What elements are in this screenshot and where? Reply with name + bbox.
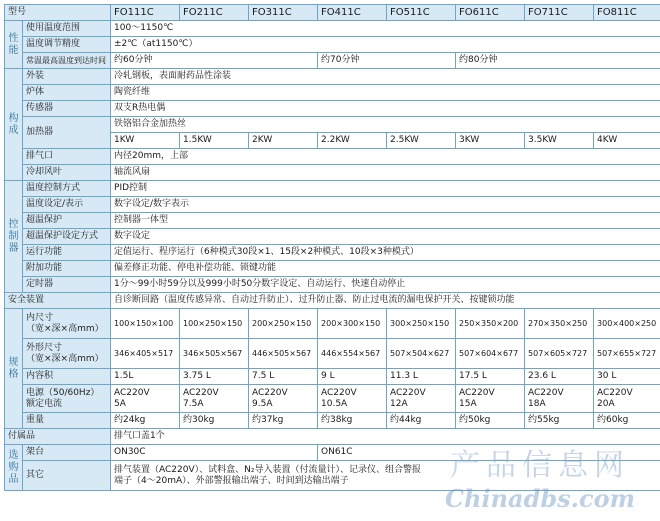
row-value: 偏差修正功能、停电补偿功能、锁键功能 [111, 261, 660, 277]
outer-size-sub: （宽×深×高mm） [26, 353, 104, 364]
category-options: 选购品 [5, 445, 23, 491]
current: 18A [528, 398, 546, 409]
current: 5A [114, 398, 126, 409]
row-label: 外装 [23, 69, 111, 85]
heater-power: 3KW [456, 133, 525, 149]
model-name: FO511C [387, 5, 456, 21]
current-label: 额定电流 [26, 398, 63, 409]
category-structure: 构成 [5, 69, 23, 181]
capacity-value: 3.75 L [180, 369, 249, 385]
outer-size-value: 507×655×727 [594, 339, 660, 369]
row-label: 传感器 [23, 101, 111, 117]
row-label: 附加功能 [23, 261, 111, 277]
row-value: 控制器一体型 [111, 213, 660, 229]
current: 20A [597, 398, 615, 409]
row-value: 双支R热电偶 [111, 101, 660, 117]
outer-size-value: 446×554×567 [318, 339, 387, 369]
weight-value: 约50kg [456, 413, 525, 429]
voltage: AC220V [390, 388, 426, 399]
outer-size-value: 346×405×517 [111, 339, 180, 369]
category-performance: 性能 [5, 21, 23, 69]
current: 9.5A [252, 398, 273, 409]
power-label: 电源（50/60Hz） [26, 388, 100, 399]
heater-power: 3.5KW [525, 133, 594, 149]
row-value: 冷轧钢板，表面耐药品性涂装 [111, 69, 660, 85]
capacity-value: 30 L [594, 369, 660, 385]
spec-table [4, 4, 660, 491]
row-label [23, 339, 111, 369]
inner-size-value: 100×150×100 [111, 309, 180, 339]
row-label: 超温保护 [23, 213, 111, 229]
power-value [594, 385, 660, 413]
model-name: FO611C [456, 5, 525, 21]
capacity-value: 23.6 L [525, 369, 594, 385]
weight-value: 约24kg [111, 413, 180, 429]
row-value: 1分～99小时59分以及999小时50分数字设定、自动运行、快速自动停止 [111, 277, 660, 293]
voltage: AC220V [321, 388, 357, 399]
others-line: 端子（4～20mA）、外部警报输出端子、时间到达输出端子 [114, 475, 349, 486]
header-row [5, 5, 660, 21]
row-value: 约80分钟 [456, 53, 660, 69]
power-value [387, 385, 456, 413]
outer-size-value: 507×604×677 [456, 339, 525, 369]
row-label [23, 309, 111, 339]
row-label: 冷却风叶 [23, 165, 111, 181]
capacity-value: 9 L [318, 369, 387, 385]
weight-value: 约30kg [180, 413, 249, 429]
model-name: FO211C [180, 5, 249, 21]
heater-power: 2KW [249, 133, 318, 149]
row-value: 陶瓷纤维 [111, 85, 660, 101]
inner-size-value: 250×350×200 [456, 309, 525, 339]
weight-value: 约55kg [525, 413, 594, 429]
outer-size-value: 507×504×627 [387, 339, 456, 369]
capacity-value: 1.5L [111, 369, 180, 385]
row-value: ±2℃（at1150℃） [111, 37, 660, 53]
row-value: 内径20mm，上部 [111, 149, 660, 165]
row-value: PID控制 [111, 181, 660, 197]
row-value: ON30C [111, 445, 318, 461]
row-label: 超温保护设定方式 [23, 229, 111, 245]
voltage: AC220V [597, 388, 633, 399]
power-value [180, 385, 249, 413]
row-value: 自诊断回路（温度传感异常、自动过升防止）、过升防止器、防止过电流的漏电保护开关、按键锁功能 [111, 293, 660, 309]
current: 12A [390, 398, 408, 409]
model-name: FO311C [249, 5, 318, 21]
voltage: AC220V [528, 388, 564, 399]
row-value: 数字设定 [111, 229, 660, 245]
row-value: 约70分钟 [318, 53, 456, 69]
power-value [525, 385, 594, 413]
row-label: 加热器 [23, 117, 111, 149]
current: 7.5A [183, 398, 204, 409]
model-name: FO411C [318, 5, 387, 21]
heater-power: 1KW [111, 133, 180, 149]
category-accessory: 付属品 [5, 429, 111, 445]
row-label: 使用温度范围 [23, 21, 111, 37]
row-value: 数字设定/数字表示 [111, 197, 660, 213]
row-value: 铁铬铝合金加热丝 [111, 117, 660, 133]
heater-power: 1.5KW [180, 133, 249, 149]
capacity-value: 17.5 L [456, 369, 525, 385]
capacity-value: 11.3 L [387, 369, 456, 385]
row-label: 架台 [23, 445, 111, 461]
row-label: 排气口 [23, 149, 111, 165]
row-value: 轴流风扇 [111, 165, 660, 181]
inner-size-label: 内尺寸 [26, 313, 54, 324]
inner-size-value: 200×250×150 [249, 309, 318, 339]
row-value [111, 461, 660, 491]
outer-size-label: 外形尺寸 [26, 343, 63, 354]
inner-size-sub: （宽×深×高mm） [26, 323, 104, 334]
watermark-en: Chinadbs.com [444, 484, 636, 513]
row-label: 重量 [23, 413, 111, 429]
row-value: 100～1150℃ [111, 21, 660, 37]
row-label: 温度调节精度 [23, 37, 111, 53]
heater-power: 2.5KW [387, 133, 456, 149]
row-label [23, 385, 111, 413]
voltage: AC220V [459, 388, 495, 399]
row-label: 炉体 [23, 85, 111, 101]
current: 15A [459, 398, 477, 409]
row-value: 约60分钟 [111, 53, 318, 69]
heater-power: 2.2KW [318, 133, 387, 149]
model-name: FO811C [594, 5, 660, 21]
power-value [111, 385, 180, 413]
others-line: 排气装置（AC220V）、试料盒、N₂导入装置（付流量计）、记录仪、组合警报 [114, 465, 421, 476]
weight-value: 约44kg [387, 413, 456, 429]
model-name: FO111C [111, 5, 180, 21]
voltage: AC220V [114, 388, 150, 399]
voltage: AC220V [252, 388, 288, 399]
inner-size-value: 270×350×250 [525, 309, 594, 339]
category-safety: 安全装置 [5, 293, 111, 309]
heater-power: 4KW [594, 133, 660, 149]
model-header: 型号 [5, 5, 111, 21]
weight-value: 约60kg [594, 413, 660, 429]
inner-size-value: 100×250×150 [180, 309, 249, 339]
row-label: 其它 [23, 461, 111, 491]
power-value [456, 385, 525, 413]
row-label: 温度设定/表示 [23, 197, 111, 213]
outer-size-value: 446×505×567 [249, 339, 318, 369]
category-dims: 规格 [5, 309, 23, 429]
inner-size-value: 300×400×250 [594, 309, 660, 339]
row-value: 定值运行、程序运行（6种模式30段×1、15段×2种模式、10段×3种模式） [111, 245, 660, 261]
voltage: AC220V [183, 388, 219, 399]
model-name: FO711C [525, 5, 594, 21]
row-label: 温度控制方式 [23, 181, 111, 197]
weight-value: 约38kg [318, 413, 387, 429]
outer-size-value: 507×605×727 [525, 339, 594, 369]
weight-value: 约37kg [249, 413, 318, 429]
row-label: 常温最高温度到达时间 [23, 53, 111, 69]
category-control: 控制器 [5, 181, 23, 293]
power-value [249, 385, 318, 413]
watermark-cn: 产品信息网 [450, 448, 630, 483]
capacity-value: 7.5 L [249, 369, 318, 385]
row-value: 排气口盖1个 [111, 429, 660, 445]
current: 10.5A [321, 398, 348, 409]
outer-size-value: 346×505×567 [180, 339, 249, 369]
row-value: ON61C [318, 445, 660, 461]
row-label: 运行功能 [23, 245, 111, 261]
inner-size-value: 300×250×150 [387, 309, 456, 339]
power-value [318, 385, 387, 413]
row-label: 定时器 [23, 277, 111, 293]
inner-size-value: 200×300×150 [318, 309, 387, 339]
row-label: 内容积 [23, 369, 111, 385]
